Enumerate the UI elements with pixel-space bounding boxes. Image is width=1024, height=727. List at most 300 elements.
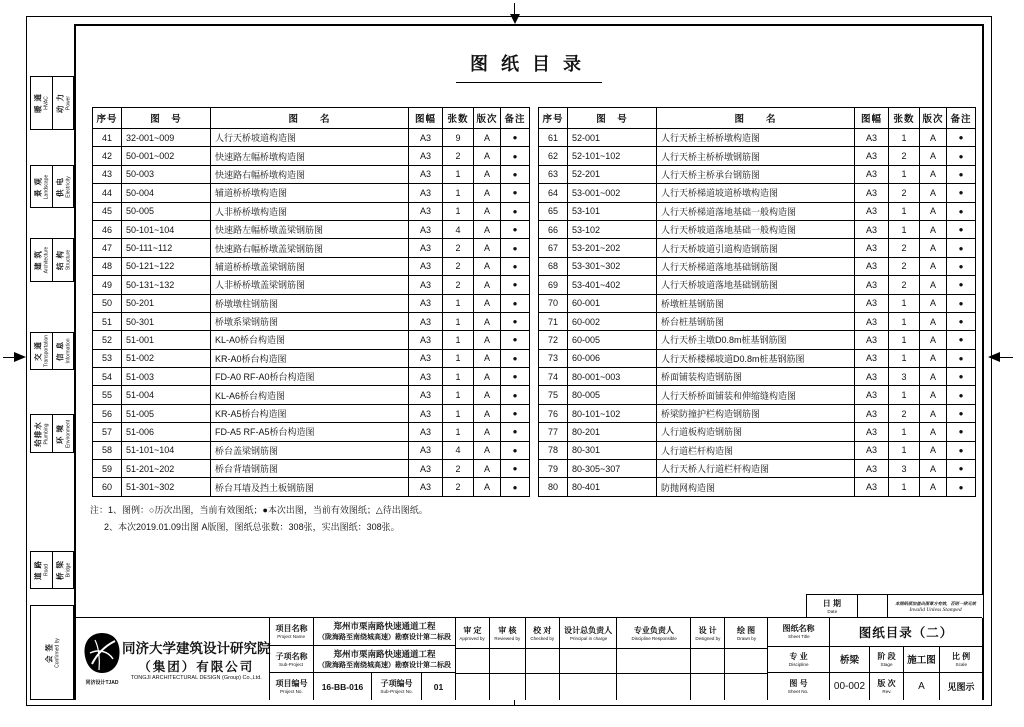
revision-cell: A [920, 220, 947, 238]
drawing-no-cell: 51-004 [122, 386, 211, 404]
drawing-name-cell: 人行天桥主桥承台钢筋图 [657, 165, 855, 183]
drawing-name-cell: 人行道板构造钢筋图 [657, 423, 855, 441]
company-logo [82, 632, 122, 686]
center-mark-right-line [1000, 357, 1013, 358]
serial-cell: 44 [93, 184, 122, 202]
sheet-title-label: 图纸名称 [782, 624, 815, 634]
sheet-count-cell: 1 [889, 294, 920, 312]
center-mark-right-arrow [988, 352, 1000, 362]
center-mark-top-arrow [510, 14, 520, 24]
project-no-label: 项目编号 [275, 679, 308, 689]
sheet-count-cell: 4 [443, 441, 474, 459]
table-row [93, 349, 530, 367]
drawing-name-cell: 桥台桩基钢筋图 [657, 312, 855, 330]
drawing-name-cell: 人行天桥人行道栏杆构造图 [657, 460, 855, 478]
signature-label-en: Reviewed by [494, 635, 521, 642]
sheet-size-cell: A3 [409, 184, 443, 202]
discipline-label-en: Landscape [43, 174, 50, 199]
sheet-count-cell: 2 [443, 478, 474, 496]
sheet-no-label-en: Sheet No. [788, 689, 809, 695]
header-drawing-name: 图 名 [657, 108, 855, 129]
drawing-no-cell: 50-001~002 [122, 147, 211, 165]
serial-cell: 80 [539, 478, 568, 496]
sheet-size-cell: A3 [409, 294, 443, 312]
discipline-label: 交 通 [33, 340, 43, 362]
serial-cell: 51 [93, 312, 122, 330]
table-row [93, 147, 530, 165]
signature-column [617, 618, 691, 700]
serial-cell: 64 [539, 184, 568, 202]
sub-project-no-value: 01 [433, 681, 444, 692]
sub-project-label-cell [270, 646, 314, 673]
serial-cell: 77 [539, 423, 568, 441]
signature-label: 设 计 [698, 625, 717, 635]
sheet-size-cell: A3 [409, 368, 443, 386]
signature-empty-cell [456, 674, 489, 700]
serial-cell: 56 [93, 404, 122, 422]
drawing-no-cell: 80-401 [568, 478, 657, 496]
signature-empty-cell [560, 649, 617, 674]
discipline-label-en: Structure [65, 249, 72, 271]
serial-cell: 74 [539, 368, 568, 386]
sub-project-no-label-en: Sub-Project No. [380, 689, 413, 695]
discipline-label-en: Discipline [788, 662, 809, 668]
legend-notes [90, 502, 428, 536]
discipline-value: 桥梁 [830, 647, 870, 673]
drawing-name-cell: 人非桥桥墩构造图 [211, 202, 409, 220]
remark-cell: ● [501, 386, 530, 404]
drawing-no-cell: 53-001~002 [568, 184, 657, 202]
project-no-value: 16-BB-016 [314, 673, 372, 700]
sheet-size-cell: A3 [409, 460, 443, 478]
drawing-name-cell: 人行天桥楼梯坡道D0.8m桩基钢筋图 [657, 349, 855, 367]
revision-cell: A [920, 147, 947, 165]
revision-cell: A [920, 331, 947, 349]
revision-cell: A [920, 386, 947, 404]
signature-header [725, 618, 767, 649]
sheet-count-cell: 1 [889, 312, 920, 330]
drawing-name-cell: FD-A0 RF-A0桥台构造图 [211, 368, 409, 386]
serial-cell: 61 [539, 129, 568, 147]
sub-project-label: 子项名称 [275, 651, 308, 661]
sheet-title-row [768, 618, 982, 647]
revision-cell: A [474, 331, 501, 349]
sheet-size-cell: A3 [855, 331, 889, 349]
sheet-count-cell: 1 [443, 368, 474, 386]
signature-header [526, 618, 559, 649]
sheet-size-cell: A3 [409, 312, 443, 330]
remark-cell: ● [501, 257, 530, 275]
stage-label: 阶 段 [877, 651, 896, 661]
remark-cell: ● [501, 129, 530, 147]
discipline-label-en: Road [43, 564, 50, 576]
discipline-label: 建 筑 [33, 249, 43, 271]
revision-cell: A [474, 423, 501, 441]
stage-label-en: Stage [880, 662, 893, 668]
signature-column [490, 618, 526, 700]
scale-value: 见图示 [947, 682, 975, 693]
signature-label: 设计总负责人 [564, 625, 613, 635]
discipline-label: 供 电 [55, 176, 65, 197]
revision-cell: A [920, 368, 947, 386]
remark-cell: ● [947, 478, 976, 496]
revision-cell: A [920, 202, 947, 220]
remark-cell: ● [501, 184, 530, 202]
sheet-size-cell: A3 [855, 441, 889, 459]
signature-empty-cell [526, 649, 559, 674]
sheet-size-cell: A3 [855, 220, 889, 238]
sheet-count-cell: 2 [889, 404, 920, 422]
drawing-name-cell: KL-A0桥台构造图 [211, 331, 409, 349]
sheet-size-cell: A3 [409, 129, 443, 147]
serial-cell: 52 [93, 331, 122, 349]
serial-cell: 55 [93, 386, 122, 404]
table-row [93, 184, 530, 202]
sheet-count-cell: 1 [443, 404, 474, 422]
drawing-no-cell: 50-003 [122, 165, 211, 183]
signature-header [691, 618, 724, 649]
remark-cell: ● [947, 312, 976, 330]
date-label-cell [807, 595, 858, 618]
drawing-no-cell: 51-006 [122, 423, 211, 441]
sheet-size-cell: A3 [855, 202, 889, 220]
signature-empty-cell [617, 649, 690, 674]
remark-cell: ● [947, 441, 976, 459]
signature-empty-cell [490, 674, 525, 700]
drawing-name-cell: 人非桥桥墩盖梁钢筋图 [211, 276, 409, 294]
date-label: 日 期 [822, 599, 842, 608]
sheet-count-cell: 2 [889, 147, 920, 165]
discipline-label: 专 业 [789, 651, 808, 661]
discipline-label-en: Bridge [65, 562, 72, 578]
stage-value: 施工图 [904, 647, 940, 673]
remark-cell: ● [501, 460, 530, 478]
drawing-name-cell: 人行天桥坡道落地基础一般构造图 [657, 220, 855, 238]
scale-label: 比 例 [951, 651, 971, 661]
sheet-count-cell: 1 [443, 294, 474, 312]
revision-cell: A [474, 441, 501, 459]
sheet-count-cell: 9 [443, 129, 474, 147]
header-serial: 序号 [539, 108, 568, 129]
remark-cell: ● [947, 276, 976, 294]
revision-cell: A [920, 165, 947, 183]
project-name-row [270, 618, 455, 646]
table-row [539, 276, 976, 294]
sheet-count-cell: 1 [443, 386, 474, 404]
table-row [93, 460, 530, 478]
header-revision: 版次 [474, 108, 501, 129]
serial-cell: 72 [539, 331, 568, 349]
drawing-name-cell: 桥面铺装构造钢筋图 [657, 368, 855, 386]
sheet-size-cell: A3 [855, 147, 889, 165]
drawing-no-cell: 53-101 [568, 202, 657, 220]
drawing-no-cell: 50-101~104 [122, 220, 211, 238]
sheet-count-cell: 2 [889, 239, 920, 257]
sheet-size-cell: A3 [855, 312, 889, 330]
remark-cell: ● [947, 460, 976, 478]
table-row [539, 239, 976, 257]
table-row [93, 312, 530, 330]
scale-label-cell [940, 647, 982, 673]
stage-label-cell [870, 647, 904, 673]
signature-label: 审 核 [498, 625, 517, 635]
sheet-size-cell: A3 [855, 239, 889, 257]
discipline-stage-row [768, 647, 982, 674]
remark-cell: ● [501, 220, 530, 238]
signature-header [456, 618, 489, 649]
sheet-count-cell: 1 [443, 184, 474, 202]
revision-cell: A [474, 220, 501, 238]
title-block [76, 617, 982, 700]
revision-cell: A [474, 202, 501, 220]
signature-header [490, 618, 525, 649]
remark-cell: ● [501, 368, 530, 386]
stamp-note-zh: 本图纸须加盖出图章方有效，否则一律无效 [895, 601, 976, 607]
sheet-size-cell: A3 [409, 202, 443, 220]
signature-label-en: Principal in charge [569, 635, 607, 642]
sheet-size-cell: A3 [855, 404, 889, 422]
drawing-no-cell: 80-005 [568, 386, 657, 404]
sheet-size-cell: A3 [409, 239, 443, 257]
drawing-no-cell: 60-002 [568, 312, 657, 330]
note-line-2: 2、本次2019.01.09出图 A版图，图纸总张数：308张，实出图纸：308张。 [104, 522, 400, 532]
signoff-cell [52, 239, 74, 281]
drawing-name-cell: 防抛网构造图 [657, 478, 855, 496]
rev-label: 版 次 [877, 679, 896, 689]
remark-cell: ● [947, 423, 976, 441]
revision-cell: A [920, 312, 947, 330]
sheet-count-cell: 4 [443, 220, 474, 238]
page-title [74, 50, 984, 83]
drawing-name-cell: KR-A0桥台构造图 [211, 349, 409, 367]
project-name-label-cell [270, 618, 314, 645]
center-mark-left-arrow [14, 352, 26, 362]
header-drawing-no: 图 号 [568, 108, 657, 129]
date-stamp-strip [806, 594, 984, 618]
drawing-no-cell: 51-002 [122, 349, 211, 367]
serial-cell: 75 [539, 386, 568, 404]
company-names [122, 637, 271, 681]
remark-cell: ● [501, 312, 530, 330]
sheet-count-cell: 3 [889, 460, 920, 478]
sheet-count-cell: 2 [889, 276, 920, 294]
signoff-cell [31, 552, 52, 588]
serial-cell: 48 [93, 257, 122, 275]
remark-cell: ● [947, 257, 976, 275]
sheet-count-cell: 1 [443, 423, 474, 441]
discipline-label: 给排水 [33, 420, 43, 447]
table-row [93, 423, 530, 441]
serial-cell: 60 [93, 478, 122, 496]
table-header-row [539, 108, 976, 129]
signature-empty-cell [617, 674, 690, 700]
discipline-label-en: Confirmed by [54, 637, 61, 668]
sheet-size-cell: A3 [855, 129, 889, 147]
signature-label-en: Drawn by [736, 635, 756, 642]
drawing-name-cell: 桥台耳墙及挡土板钢筋图 [211, 478, 409, 496]
drawing-no-cell: 53-401~402 [568, 276, 657, 294]
sheet-count-cell: 1 [889, 331, 920, 349]
remark-cell: ● [501, 294, 530, 312]
company-block [76, 618, 270, 700]
drawing-no-cell: 53-201~202 [568, 239, 657, 257]
table-row [539, 349, 976, 367]
revision-cell: A [920, 276, 947, 294]
signature-header [617, 618, 690, 649]
revision-cell: A [474, 276, 501, 294]
discipline-label-cell [768, 647, 830, 673]
drawing-no-cell: 51-301~302 [122, 478, 211, 496]
table-row [539, 202, 976, 220]
sheet-size-cell: A3 [409, 423, 443, 441]
sheet-no-label-cell [768, 673, 830, 700]
signoff-road-bridge [30, 551, 74, 589]
signoff-cell [52, 333, 74, 369]
revision-cell: A [474, 165, 501, 183]
sheet-size-cell: A3 [409, 276, 443, 294]
sub-project-no-label-cell [372, 673, 422, 700]
header-serial: 序号 [93, 108, 122, 129]
signature-label-en: Designed by [695, 635, 721, 642]
date-value-cell [858, 595, 888, 618]
signoff-cell [31, 606, 73, 699]
remark-cell: ● [501, 441, 530, 459]
drawing-no-cell: 50-111~112 [122, 239, 211, 257]
table-body-left [93, 129, 530, 497]
serial-cell: 59 [93, 460, 122, 478]
serial-cell: 63 [539, 165, 568, 183]
date-label-en: Date [827, 609, 837, 615]
drawing-name-cell: 快速路左幅桥墩盖梁钢筋图 [211, 220, 409, 238]
sheet-count-cell: 1 [889, 441, 920, 459]
header-sheet-count: 张数 [889, 108, 920, 129]
drawing-name-cell: 人行天桥梯道落地基础钢筋图 [657, 257, 855, 275]
project-info-block [270, 618, 456, 700]
drawing-index-table-right [538, 107, 976, 497]
drawing-no-cell: 51-005 [122, 404, 211, 422]
sheet-size-cell: A3 [409, 441, 443, 459]
header-remark: 备注 [501, 108, 530, 129]
serial-cell: 43 [93, 165, 122, 183]
sheet-count-cell: 2 [443, 239, 474, 257]
sheet-size-cell: A3 [855, 386, 889, 404]
drawing-name-cell: 辅道桥桥墩盖梁钢筋图 [211, 257, 409, 275]
signoff-cell [31, 77, 52, 129]
sheet-count-cell: 1 [889, 386, 920, 404]
remark-cell: ● [947, 165, 976, 183]
signoff-cell [52, 77, 74, 129]
sheet-size-cell: A3 [855, 349, 889, 367]
sheet-size-cell: A3 [855, 257, 889, 275]
sheet-title-value: 图纸目录（二） [858, 625, 954, 640]
rev-label-cell [870, 673, 904, 700]
table-row [93, 404, 530, 422]
drawing-name-cell: 桥台盖梁钢筋图 [211, 441, 409, 459]
serial-cell: 58 [93, 441, 122, 459]
table-row [539, 404, 976, 422]
revision-cell: A [920, 257, 947, 275]
company-name-line2: （集团）有限公司 [138, 660, 255, 674]
discipline-label-en: Electricity [65, 175, 72, 198]
drawing-no-cell: 32-001~009 [122, 129, 211, 147]
drawing-no-cell: 50-121~122 [122, 257, 211, 275]
table-row [539, 165, 976, 183]
serial-cell: 67 [539, 239, 568, 257]
signoff-cell [31, 415, 52, 452]
sheet-count-cell: 2 [443, 460, 474, 478]
header-sheet-size: 图幅 [855, 108, 889, 129]
drawing-name-cell: 人行天桥梯道坡道桥墩构造图 [657, 184, 855, 202]
project-name-value [314, 618, 455, 645]
signoff-hvac-power [30, 76, 74, 130]
serial-cell: 49 [93, 276, 122, 294]
drawing-name-cell: 桥梁防撞护栏构造钢筋图 [657, 404, 855, 422]
discipline-label: 环 境 [55, 423, 65, 444]
drawing-name-cell: 人行天桥主桥桥墩构造图 [657, 129, 855, 147]
sheet-count-cell: 1 [889, 423, 920, 441]
serial-cell: 68 [539, 257, 568, 275]
serial-cell: 47 [93, 239, 122, 257]
serial-cell: 54 [93, 368, 122, 386]
revision-cell: A [474, 147, 501, 165]
project-no-label-cell [270, 673, 314, 700]
discipline-label: 会 签 [44, 642, 54, 663]
serial-cell: 78 [539, 441, 568, 459]
serial-cell: 57 [93, 423, 122, 441]
drawing-no-cell: 52-101~102 [568, 147, 657, 165]
sheet-count-cell: 1 [889, 165, 920, 183]
drawing-name-cell: 桥台背墙钢筋图 [211, 460, 409, 478]
signature-label: 校 对 [533, 625, 552, 635]
sheet-count-cell: 1 [443, 331, 474, 349]
sheet-count-cell: 1 [443, 349, 474, 367]
signoff-cell [52, 415, 74, 452]
remark-cell: ● [947, 294, 976, 312]
sub-project-line1: 郑州市栗南路快速通道工程 [333, 649, 436, 659]
serial-cell: 46 [93, 220, 122, 238]
sheet-count-cell: 2 [443, 257, 474, 275]
signoff-cell [52, 552, 74, 588]
revision-cell: A [474, 294, 501, 312]
sheet-count-cell: 1 [443, 165, 474, 183]
drawing-name-cell: 桥墩墩柱钢筋图 [211, 294, 409, 312]
revision-cell: A [920, 349, 947, 367]
drawing-name-cell: 人行天桥桥面铺装和伸缩缝构造图 [657, 386, 855, 404]
sheet-size-cell: A3 [855, 423, 889, 441]
signoff-cell [31, 166, 52, 207]
signature-empty-cell [560, 674, 617, 700]
revision-cell: A [474, 257, 501, 275]
serial-cell: 76 [539, 404, 568, 422]
revision-cell: A [474, 312, 501, 330]
serial-cell: 53 [93, 349, 122, 367]
signature-label-en: Approved by [459, 635, 486, 642]
logo-caption: 同济设计TJAD [85, 680, 119, 686]
revision-cell: A [474, 184, 501, 202]
signature-empty-cell [691, 674, 724, 700]
discipline-label: 信 息 [55, 340, 65, 362]
discipline-label: 暖 通 [33, 92, 43, 114]
revision-cell: A [474, 386, 501, 404]
table-row [93, 478, 530, 496]
revision-cell: A [474, 368, 501, 386]
drawing-no-cell: 80-305~307 [568, 460, 657, 478]
table-row [93, 294, 530, 312]
table-row [539, 441, 976, 459]
signature-label-en: Discipline Responsible [631, 635, 677, 642]
note-line-1: 注：1、图例：○历次出图，当前有效图纸；●本次出图，当前有效图纸；△待出图纸。 [90, 505, 428, 515]
drawing-no-cell: 51-003 [122, 368, 211, 386]
